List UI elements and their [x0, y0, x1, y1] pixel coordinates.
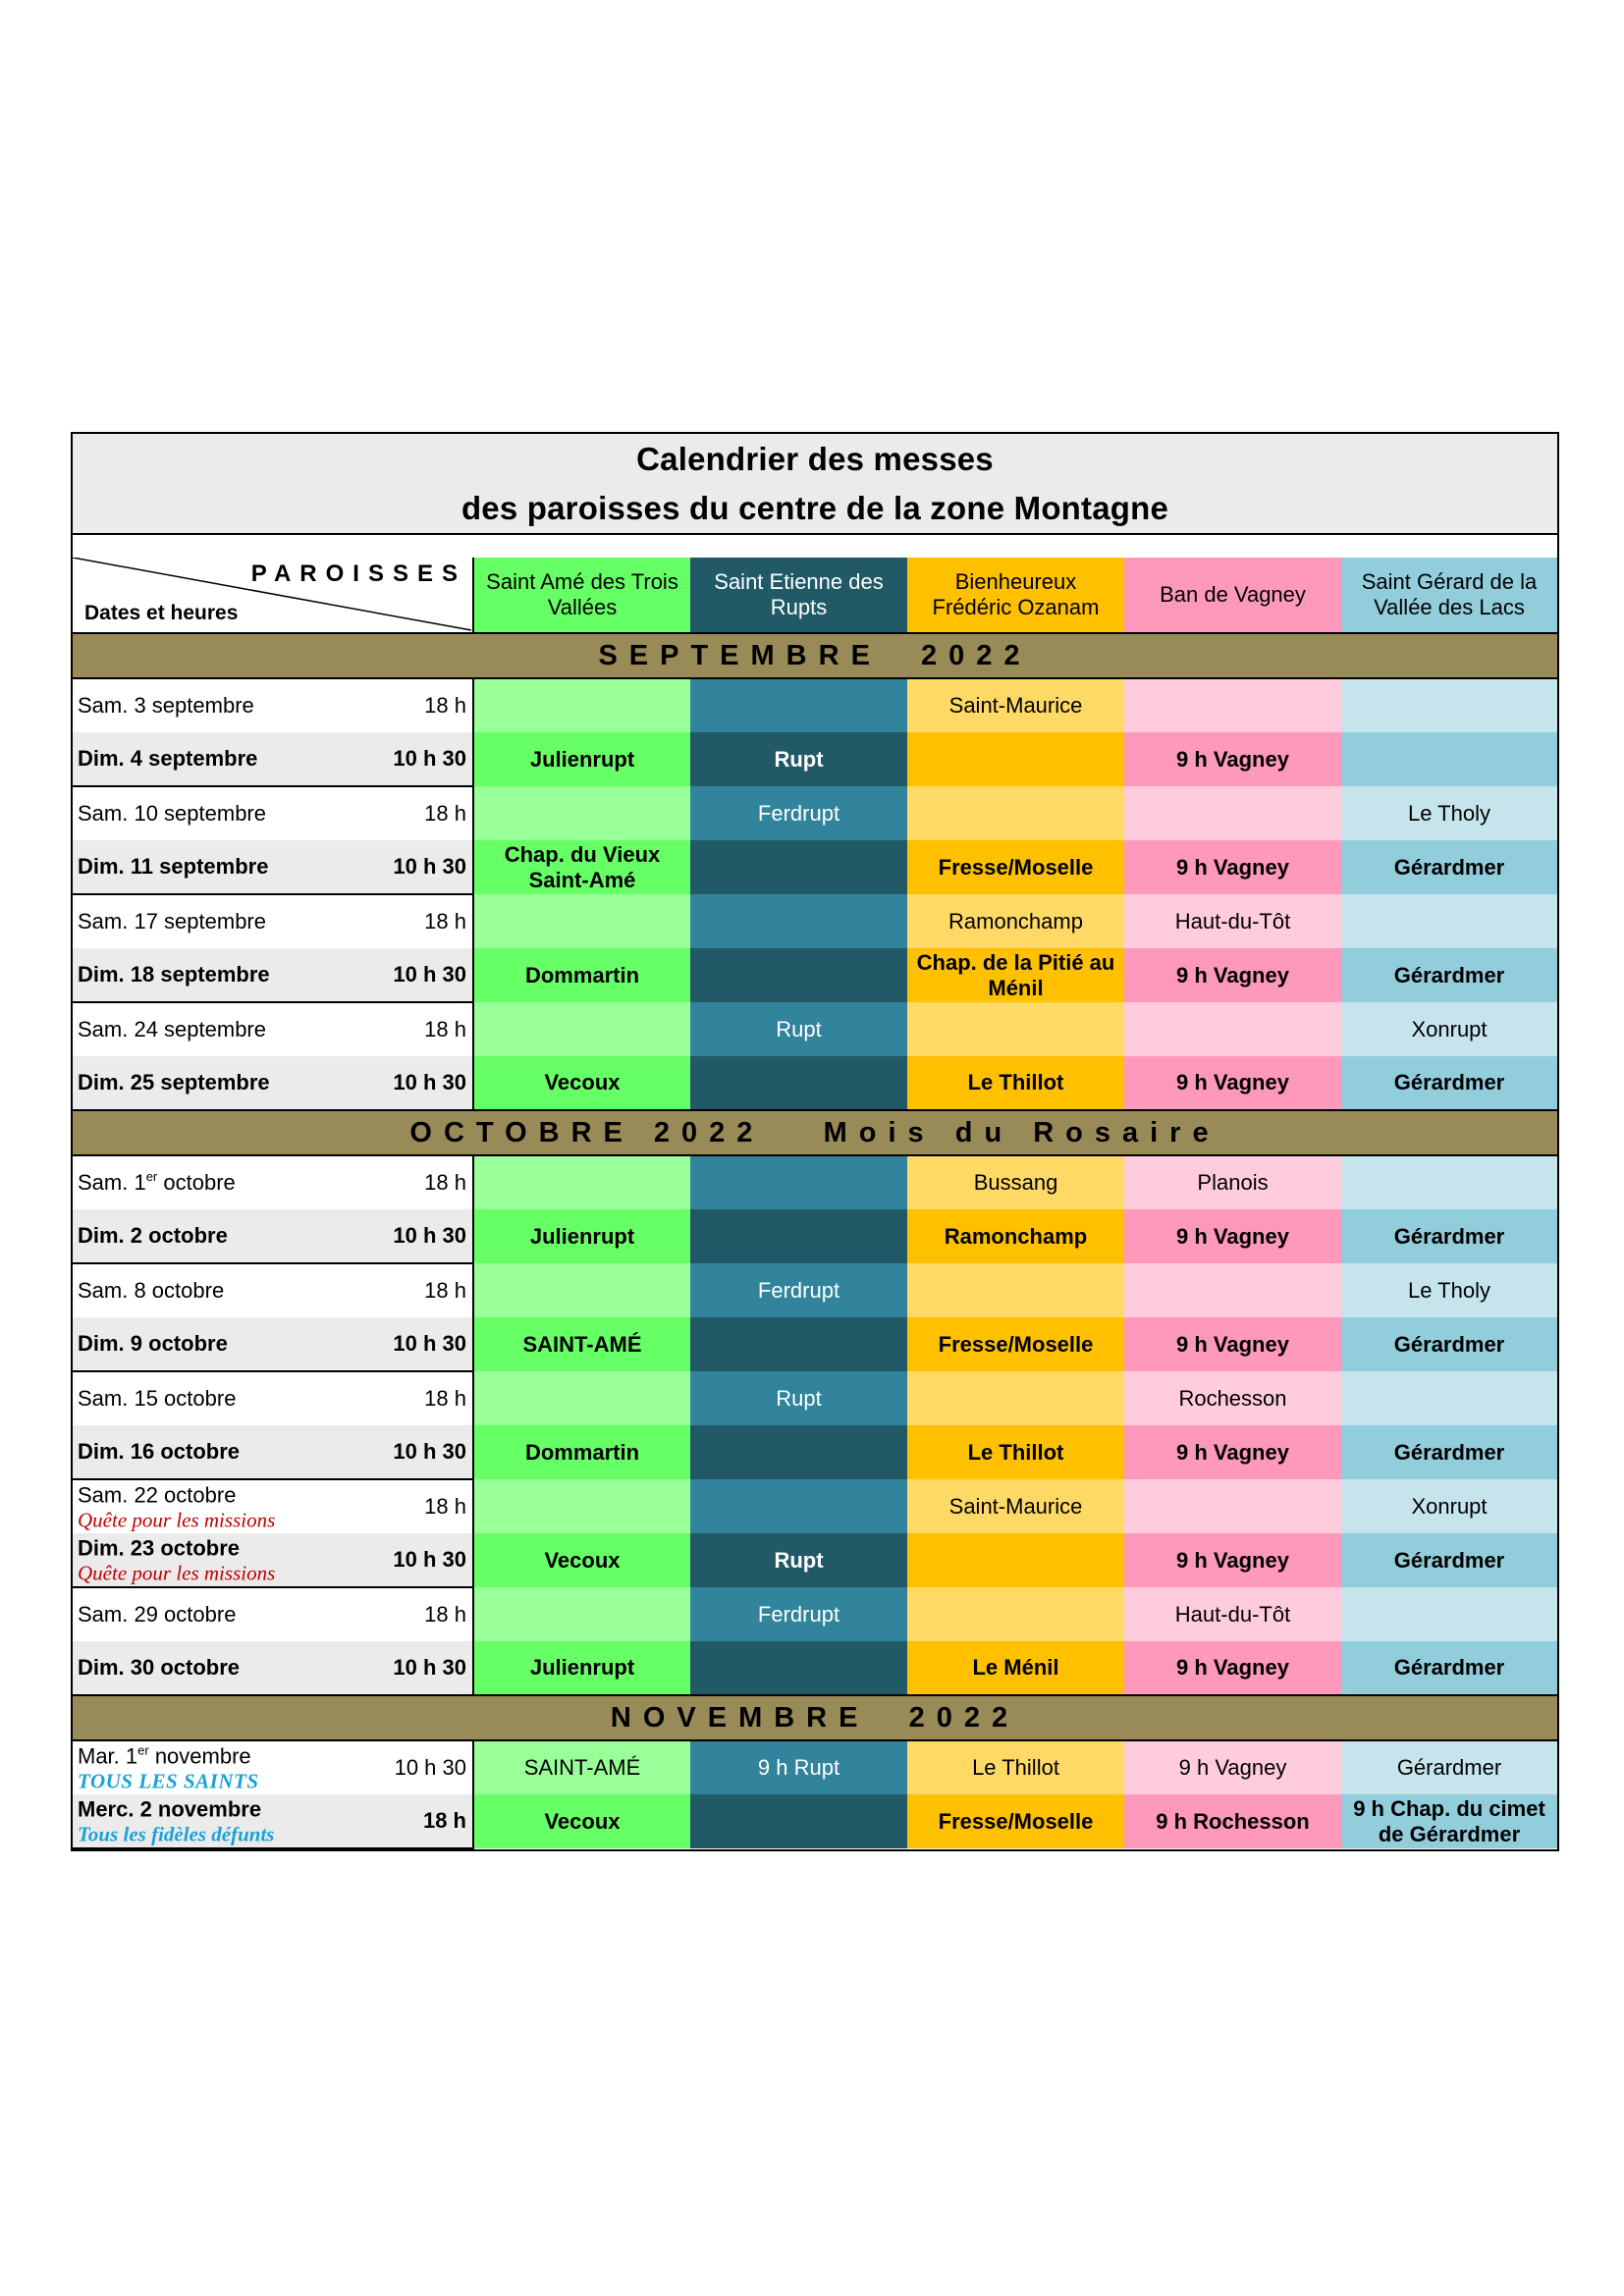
- parish-cell: [473, 1587, 690, 1641]
- date-cell: [73, 1317, 473, 1371]
- time-label: 18 h: [424, 1386, 466, 1411]
- date-text: Dim. 16 octobre: [78, 1439, 241, 1464]
- table-row: [73, 894, 1557, 948]
- parish-cell: Le Ménil: [907, 1641, 1124, 1695]
- table-row: [73, 1209, 1557, 1263]
- date-label: [78, 1385, 236, 1413]
- table-row: [73, 732, 1557, 786]
- date-text: Sam. 24 septembre: [78, 1017, 266, 1041]
- parish-cell: Ramonchamp: [907, 1209, 1124, 1263]
- table-row: [73, 678, 1557, 732]
- parish-cell: Bussang: [907, 1155, 1124, 1209]
- parish-cell: [1341, 1587, 1557, 1641]
- calendar-table: [73, 558, 1557, 1849]
- date-cell: [73, 1371, 473, 1425]
- date-label: [78, 908, 266, 935]
- date-label: [78, 1277, 224, 1305]
- parish-cell: 9 h Vagney: [1124, 1209, 1341, 1263]
- parish-cell: Haut-du-Tôt: [1124, 894, 1341, 948]
- parish-cell: Saint-Maurice: [907, 678, 1124, 732]
- date-cell: [73, 1641, 473, 1695]
- date-text: Sam. 15 octobre: [78, 1386, 237, 1411]
- table-row: [73, 1533, 1557, 1587]
- parish-cell: Julienrupt: [473, 732, 690, 786]
- time-label: 18 h: [424, 1170, 466, 1195]
- parish-cell: Vecoux: [473, 1533, 690, 1587]
- parish-cell: 9 h Vagney: [1124, 1641, 1341, 1695]
- parish-cell: [473, 1371, 690, 1425]
- table-row: [73, 1317, 1557, 1371]
- date-cell: [73, 1740, 473, 1794]
- parish-cell: Julienrupt: [473, 1641, 690, 1695]
- parish-cell: Planois: [1124, 1155, 1341, 1209]
- table-row: [73, 1056, 1557, 1110]
- parish-cell: Le Tholy: [1341, 786, 1557, 840]
- parish-cell: Gérardmer: [1341, 1740, 1557, 1794]
- parish-cell: [690, 678, 907, 732]
- time-label: 10 h 30: [393, 1331, 466, 1356]
- time-label: 10 h 30: [393, 1655, 466, 1680]
- month-header-row: [73, 633, 1557, 678]
- parish-cell: [907, 1371, 1124, 1425]
- date-label: [78, 961, 270, 988]
- date-text: Sam. 8 octobre: [78, 1278, 225, 1303]
- parish-cell: Rupt: [690, 1533, 907, 1587]
- date-note: TOUS LES SAINTS: [78, 1769, 259, 1793]
- date-text: Dim. 11 septembre: [78, 854, 269, 879]
- month-header-row: [73, 1110, 1557, 1155]
- time-label: 18 h: [422, 1808, 466, 1833]
- time-label: 10 h 30: [393, 854, 466, 879]
- parish-cell: Le Tholy: [1341, 1263, 1557, 1317]
- date-text: Sam. 17 septembre: [78, 909, 266, 934]
- column-header-ozanam: Bienheureux Frédéric Ozanam: [907, 558, 1124, 633]
- date-label: [78, 1482, 275, 1532]
- time-label: 18 h: [424, 1017, 466, 1041]
- parish-cell: 9 h Vagney: [1124, 1317, 1341, 1371]
- date-cell: [73, 1209, 473, 1263]
- column-header-ban-de-vagney: Ban de Vagney: [1124, 558, 1341, 633]
- parish-cell: [907, 786, 1124, 840]
- parish-cell: Ferdrupt: [690, 786, 907, 840]
- parish-cell: Dommartin: [473, 1425, 690, 1479]
- title-box: [73, 434, 1557, 535]
- date-text: Mar. 1: [78, 1743, 138, 1769]
- parish-cell: Gérardmer: [1341, 1209, 1557, 1263]
- parish-cell: [1341, 1371, 1557, 1425]
- date-label: [78, 800, 266, 828]
- parish-cell: [1124, 1479, 1341, 1533]
- parish-cell: [473, 894, 690, 948]
- table-row: [73, 1740, 1557, 1794]
- parish-cell: [1341, 678, 1557, 732]
- date-cell: [73, 1587, 473, 1641]
- parish-cell: 9 h Vagney: [1124, 1533, 1341, 1587]
- parish-cell: Dommartin: [473, 948, 690, 1002]
- table-row: [73, 840, 1557, 894]
- date-label: [78, 1743, 259, 1793]
- mass-calendar-sheet: [71, 432, 1559, 1851]
- time-label: 10 h 30: [393, 1223, 466, 1248]
- parish-cell: [907, 1533, 1124, 1587]
- time-label: 10 h 30: [393, 1547, 466, 1572]
- parish-cell: Rochesson: [1124, 1371, 1341, 1425]
- table-row: [73, 1425, 1557, 1479]
- parish-cell: Vecoux: [473, 1794, 690, 1848]
- time-label: 10 h 30: [393, 1439, 466, 1464]
- parish-cell: [907, 732, 1124, 786]
- month-header: SEPTEMBRE 2022: [73, 633, 1557, 678]
- parish-cell: [473, 1155, 690, 1209]
- parish-cell: [907, 1263, 1124, 1317]
- parish-cell: Fresse/Moselle: [907, 1794, 1124, 1848]
- column-header-saint-gerard: Saint Gérard de la Vallée des Lacs: [1341, 558, 1557, 633]
- parish-cell: SAINT-AMÉ: [473, 1740, 690, 1794]
- column-header-saint-etienne: Saint Etienne des Rupts: [690, 558, 907, 633]
- parish-cell: [473, 678, 690, 732]
- date-label: [78, 1222, 228, 1250]
- date-cell: [73, 1425, 473, 1479]
- parish-cell: [1341, 894, 1557, 948]
- date-label: [78, 1535, 275, 1585]
- parish-cell: [690, 948, 907, 1002]
- parish-cell: Haut-du-Tôt: [1124, 1587, 1341, 1641]
- table-row: [73, 1794, 1557, 1848]
- date-superscript: er: [137, 1742, 149, 1758]
- date-text: Merc. 2 novembre: [78, 1796, 262, 1822]
- parish-cell: Ferdrupt: [690, 1263, 907, 1317]
- parish-cell: Julienrupt: [473, 1209, 690, 1263]
- date-cell: [73, 1155, 473, 1209]
- parish-cell: [1124, 1002, 1341, 1056]
- date-label: [78, 853, 268, 881]
- column-header-saint-ame: Saint Amé des Trois Vallées: [473, 558, 690, 633]
- date-superscript: er: [145, 1168, 158, 1184]
- parish-cell: [690, 1155, 907, 1209]
- date-note: Tous les fidèles défunts: [78, 1822, 275, 1846]
- parish-cell: Rupt: [690, 1002, 907, 1056]
- table-row: [73, 1155, 1557, 1209]
- time-label: 10 h 30: [393, 746, 466, 771]
- table-row: [73, 1587, 1557, 1641]
- table-row: [73, 1371, 1557, 1425]
- date-text: Dim. 23 octobre: [78, 1535, 241, 1561]
- date-label: [78, 1330, 228, 1358]
- time-label: 18 h: [424, 1494, 466, 1519]
- date-text: Sam. 3 septembre: [78, 693, 254, 718]
- date-text: Dim. 18 septembre: [78, 962, 270, 987]
- parish-cell: Gérardmer: [1341, 1056, 1557, 1110]
- parish-cell: [690, 1641, 907, 1695]
- date-label: [78, 745, 257, 773]
- parish-cell: 9 h Chap. du cimet de Gérardmer: [1341, 1794, 1557, 1848]
- time-label: 10 h 30: [394, 1755, 466, 1780]
- date-label: [78, 1654, 240, 1682]
- time-label: 10 h 30: [393, 1070, 466, 1095]
- parish-cell: 9 h Vagney: [1124, 1425, 1341, 1479]
- parish-cell: [690, 1056, 907, 1110]
- date-text: Sam. 10 septembre: [78, 801, 266, 826]
- date-label: [78, 1169, 236, 1197]
- date-text-rest: novembre: [148, 1743, 251, 1769]
- table-row: [73, 1641, 1557, 1695]
- date-cell: [73, 840, 473, 894]
- time-label: 18 h: [424, 801, 466, 826]
- parish-cell: 9 h Vagney: [1124, 1740, 1341, 1794]
- parish-cell: Xonrupt: [1341, 1479, 1557, 1533]
- table-row: [73, 948, 1557, 1002]
- parish-cell: Xonrupt: [1341, 1002, 1557, 1056]
- date-cell: [73, 1263, 473, 1317]
- parish-cell: Gérardmer: [1341, 1533, 1557, 1587]
- date-text: Dim. 30 octobre: [78, 1655, 241, 1680]
- parish-cell: [690, 1794, 907, 1848]
- date-cell: [73, 948, 473, 1002]
- parish-cell: Le Thillot: [907, 1056, 1124, 1110]
- date-text: Sam. 22 octobre: [78, 1482, 237, 1508]
- parish-cell: 9 h Vagney: [1124, 840, 1341, 894]
- parish-cell: 9 h Vagney: [1124, 948, 1341, 1002]
- parish-cell: Rupt: [690, 1371, 907, 1425]
- parish-cell: 9 h Rupt: [690, 1740, 907, 1794]
- date-text: Dim. 25 septembre: [78, 1070, 270, 1095]
- parish-cell: Ramonchamp: [907, 894, 1124, 948]
- dates-label: Dates et heures: [84, 602, 239, 624]
- parish-cell: SAINT-AMÉ: [473, 1317, 690, 1371]
- parish-cell: [690, 894, 907, 948]
- header-row: [73, 558, 1557, 633]
- date-text: Sam. 29 octobre: [78, 1602, 237, 1627]
- time-label: 18 h: [424, 1278, 466, 1303]
- date-label: [78, 1016, 266, 1043]
- paroisses-label: PAROISSES: [250, 561, 466, 587]
- parish-cell: Chap. du Vieux Saint-Amé: [473, 840, 690, 894]
- parish-cell: 9 h Vagney: [1124, 732, 1341, 786]
- page-subtitle: des paroisses du centre de la zone Montagne: [460, 489, 1169, 526]
- parish-cell: [1124, 786, 1341, 840]
- table-row: [73, 1263, 1557, 1317]
- page-title: Calendrier des messes: [636, 440, 994, 477]
- date-cell: [73, 1533, 473, 1587]
- parish-cell: [690, 840, 907, 894]
- parish-cell: 9 h Rochesson: [1124, 1794, 1341, 1848]
- parish-cell: Le Thillot: [907, 1425, 1124, 1479]
- parish-cell: [1124, 678, 1341, 732]
- table-row: [73, 786, 1557, 840]
- date-cell: [73, 1479, 473, 1533]
- date-cell: [73, 1056, 473, 1110]
- parish-cell: Saint-Maurice: [907, 1479, 1124, 1533]
- date-note: Quête pour les missions: [78, 1508, 276, 1532]
- parish-cell: 9 h Vagney: [1124, 1056, 1341, 1110]
- date-note: Quête pour les missions: [78, 1561, 276, 1585]
- table-row: [73, 1479, 1557, 1533]
- month-header-row: [73, 1695, 1557, 1740]
- date-cell: [73, 678, 473, 732]
- parish-cell: Chap. de la Pitié au Ménil: [907, 948, 1124, 1002]
- date-label: [78, 1601, 236, 1629]
- parish-cell: [1341, 732, 1557, 786]
- parish-cell: Ferdrupt: [690, 1587, 907, 1641]
- date-text: Dim. 4 septembre: [78, 746, 258, 771]
- month-header: OCTOBRE 2022 Mois du Rosaire: [73, 1110, 1557, 1155]
- parish-cell: [690, 1425, 907, 1479]
- header-corner-cell: [73, 558, 473, 633]
- parish-cell: Le Thillot: [907, 1740, 1124, 1794]
- parish-cell: Vecoux: [473, 1056, 690, 1110]
- date-text: Dim. 2 octobre: [78, 1223, 228, 1248]
- date-text: Dim. 9 octobre: [78, 1331, 228, 1356]
- parish-cell: [907, 1002, 1124, 1056]
- parish-cell: Gérardmer: [1341, 840, 1557, 894]
- date-label: [78, 692, 254, 720]
- parish-cell: [1341, 1155, 1557, 1209]
- time-label: 18 h: [424, 909, 466, 934]
- date-cell: [73, 1794, 473, 1848]
- parish-cell: [473, 1479, 690, 1533]
- date-label: [78, 1438, 240, 1466]
- date-label: [78, 1796, 274, 1846]
- time-label: 18 h: [424, 693, 466, 718]
- date-cell: [73, 1002, 473, 1056]
- parish-cell: Fresse/Moselle: [907, 1317, 1124, 1371]
- parish-cell: [473, 1002, 690, 1056]
- date-label: [78, 1069, 270, 1096]
- time-label: 18 h: [424, 1602, 466, 1627]
- title-gap: [73, 535, 1557, 558]
- time-label: 10 h 30: [393, 962, 466, 987]
- date-text: Sam. 1: [78, 1170, 146, 1195]
- parish-cell: Fresse/Moselle: [907, 840, 1124, 894]
- date-cell: [73, 894, 473, 948]
- parish-cell: Gérardmer: [1341, 1425, 1557, 1479]
- parish-cell: [690, 1317, 907, 1371]
- date-cell: [73, 786, 473, 840]
- parish-cell: Gérardmer: [1341, 1317, 1557, 1371]
- parish-cell: Gérardmer: [1341, 1641, 1557, 1695]
- date-text-rest: octobre: [157, 1170, 236, 1195]
- parish-cell: [690, 1209, 907, 1263]
- table-row: [73, 1002, 1557, 1056]
- parish-cell: [690, 1479, 907, 1533]
- parish-cell: Gérardmer: [1341, 948, 1557, 1002]
- date-cell: [73, 732, 473, 786]
- parish-cell: [473, 786, 690, 840]
- parish-cell: [473, 1263, 690, 1317]
- parish-cell: [1124, 1263, 1341, 1317]
- parish-cell: Rupt: [690, 732, 907, 786]
- parish-cell: [907, 1587, 1124, 1641]
- month-header: NOVEMBRE 2022: [73, 1695, 1557, 1740]
